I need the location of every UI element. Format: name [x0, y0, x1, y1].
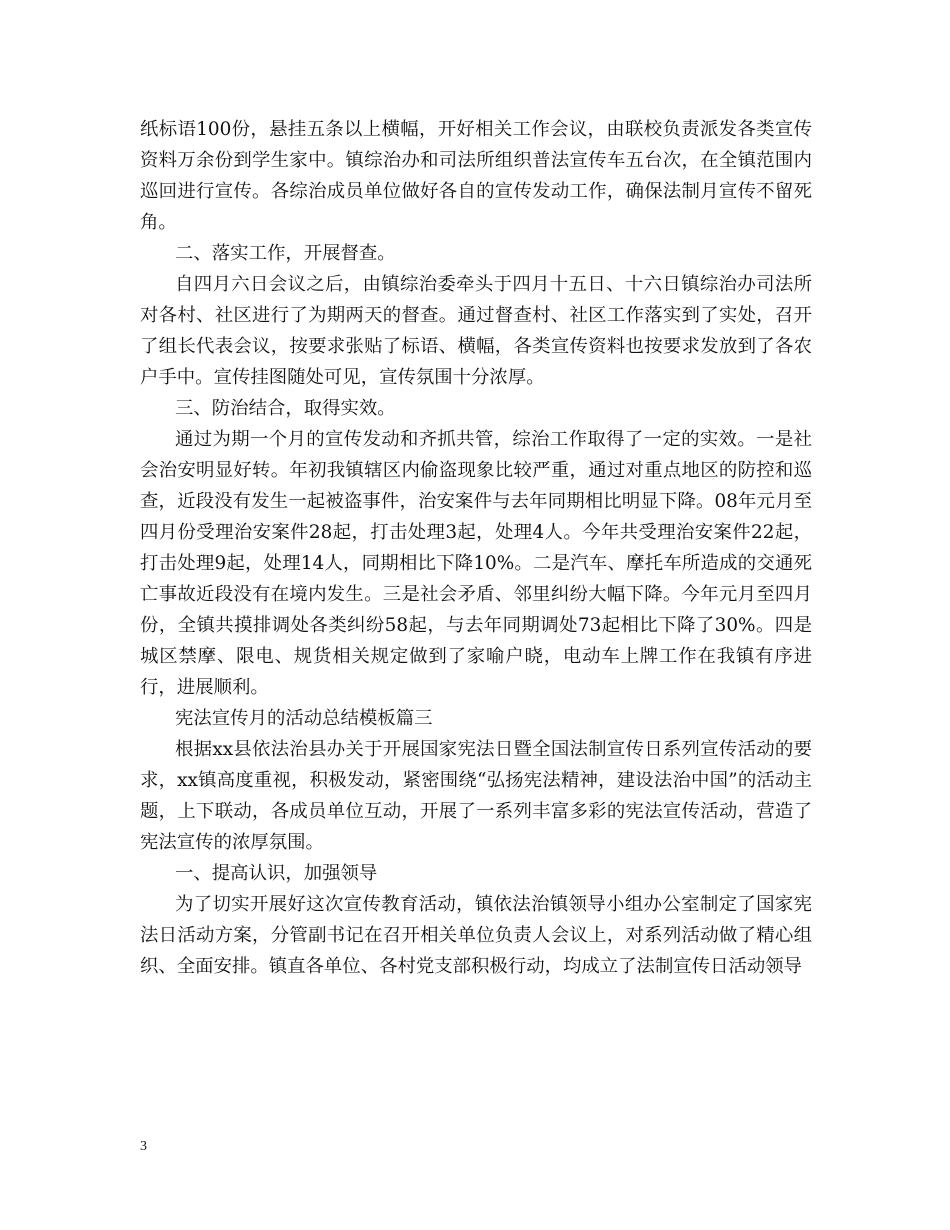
article-title-part-3: 宪法宣传月的活动总结模板篇三	[175, 708, 433, 729]
paragraph-continuation: 纸标语100份，悬挂五条以上横幅，开好相关工作会议，由联校负责派发各类宣传资料万余份到学生家中。镇综治办和司法所组织普法宣传车五台次，在全镇范围内巡回进行宣传。各综治成员单位做好各自的宣传发动工作，确保法制月宣传不留死角。	[140, 119, 812, 233]
paragraph-results: 通过为期一个月的宣传发动和齐抓共管，综治工作取得了一定的实效。一是社会治安明显好转。年初我镇辖区内偷盗现象比较严重，通过对重点地区的防控和巡查，近段没有发生一起被盗事件，治安案件与去年同期相比明显下降。08年元月至四月份受理治安案件28起，打击处理3起，处理4人。今年共受理治安案件22起，打击处理9起，处理14人，同期相比下降10%。二是汽车、摩托车所造成的交通死亡事故近段没有在境内发生。三是社会矛盾、邻里纠纷大幅下降。今年元月至四月份，全镇共摸排调处各类纠纷58起，与去年同期调处73起相比下降了30%。四是城区禁摩、限电、规货相关规定做到了家喻户晓，电动车上牌工作在我镇有序进行，进展顺利。	[140, 429, 812, 698]
document-body	[140, 114, 812, 982]
section-heading-2: 二、落实工作，开展督查。	[175, 243, 396, 264]
paragraph-intro: 根据xx县依法治县办关于开展国家宪法日暨全国法制宣传日系列宣传活动的要求，xx镇高度重视，积极发动，紧密围绕“弘扬宪法精神，建设法治中国”的活动主题，上下联动，各成员单位互动，开展了一系列丰富多彩的宪法宣传活动，营造了宪法宣传的浓厚氛围。	[140, 739, 812, 853]
section-heading-1: 一、提高认识，加强领导	[175, 863, 378, 884]
paragraph-inspection: 自四月六日会议之后，由镇综治委牵头于四月十五日、十六日镇综治办司法所对各村、社区进行了为期两天的督查。通过督查村、社区工作落实到了实处，召开了组长代表会议，按要求张贴了标语、横幅，各类宣传资料也按要求发放到了各农户手中。宣传挂图随处可见，宣传氛围十分浓厚。	[140, 274, 812, 388]
section-heading-3: 三、防治结合，取得实效。	[175, 398, 396, 419]
page-number: 3	[140, 1139, 147, 1154]
paragraph-leadership: 为了切实开展好这次宣传教育活动，镇依法治镇领导小组办公室制定了国家宪法日活动方案，分管副书记在召开相关单位负责人会议上，对系列活动做了精心组织、全面安排。镇直各单位、各村党支部积极行动，均成立了法制宣传日活动领导	[140, 894, 812, 977]
